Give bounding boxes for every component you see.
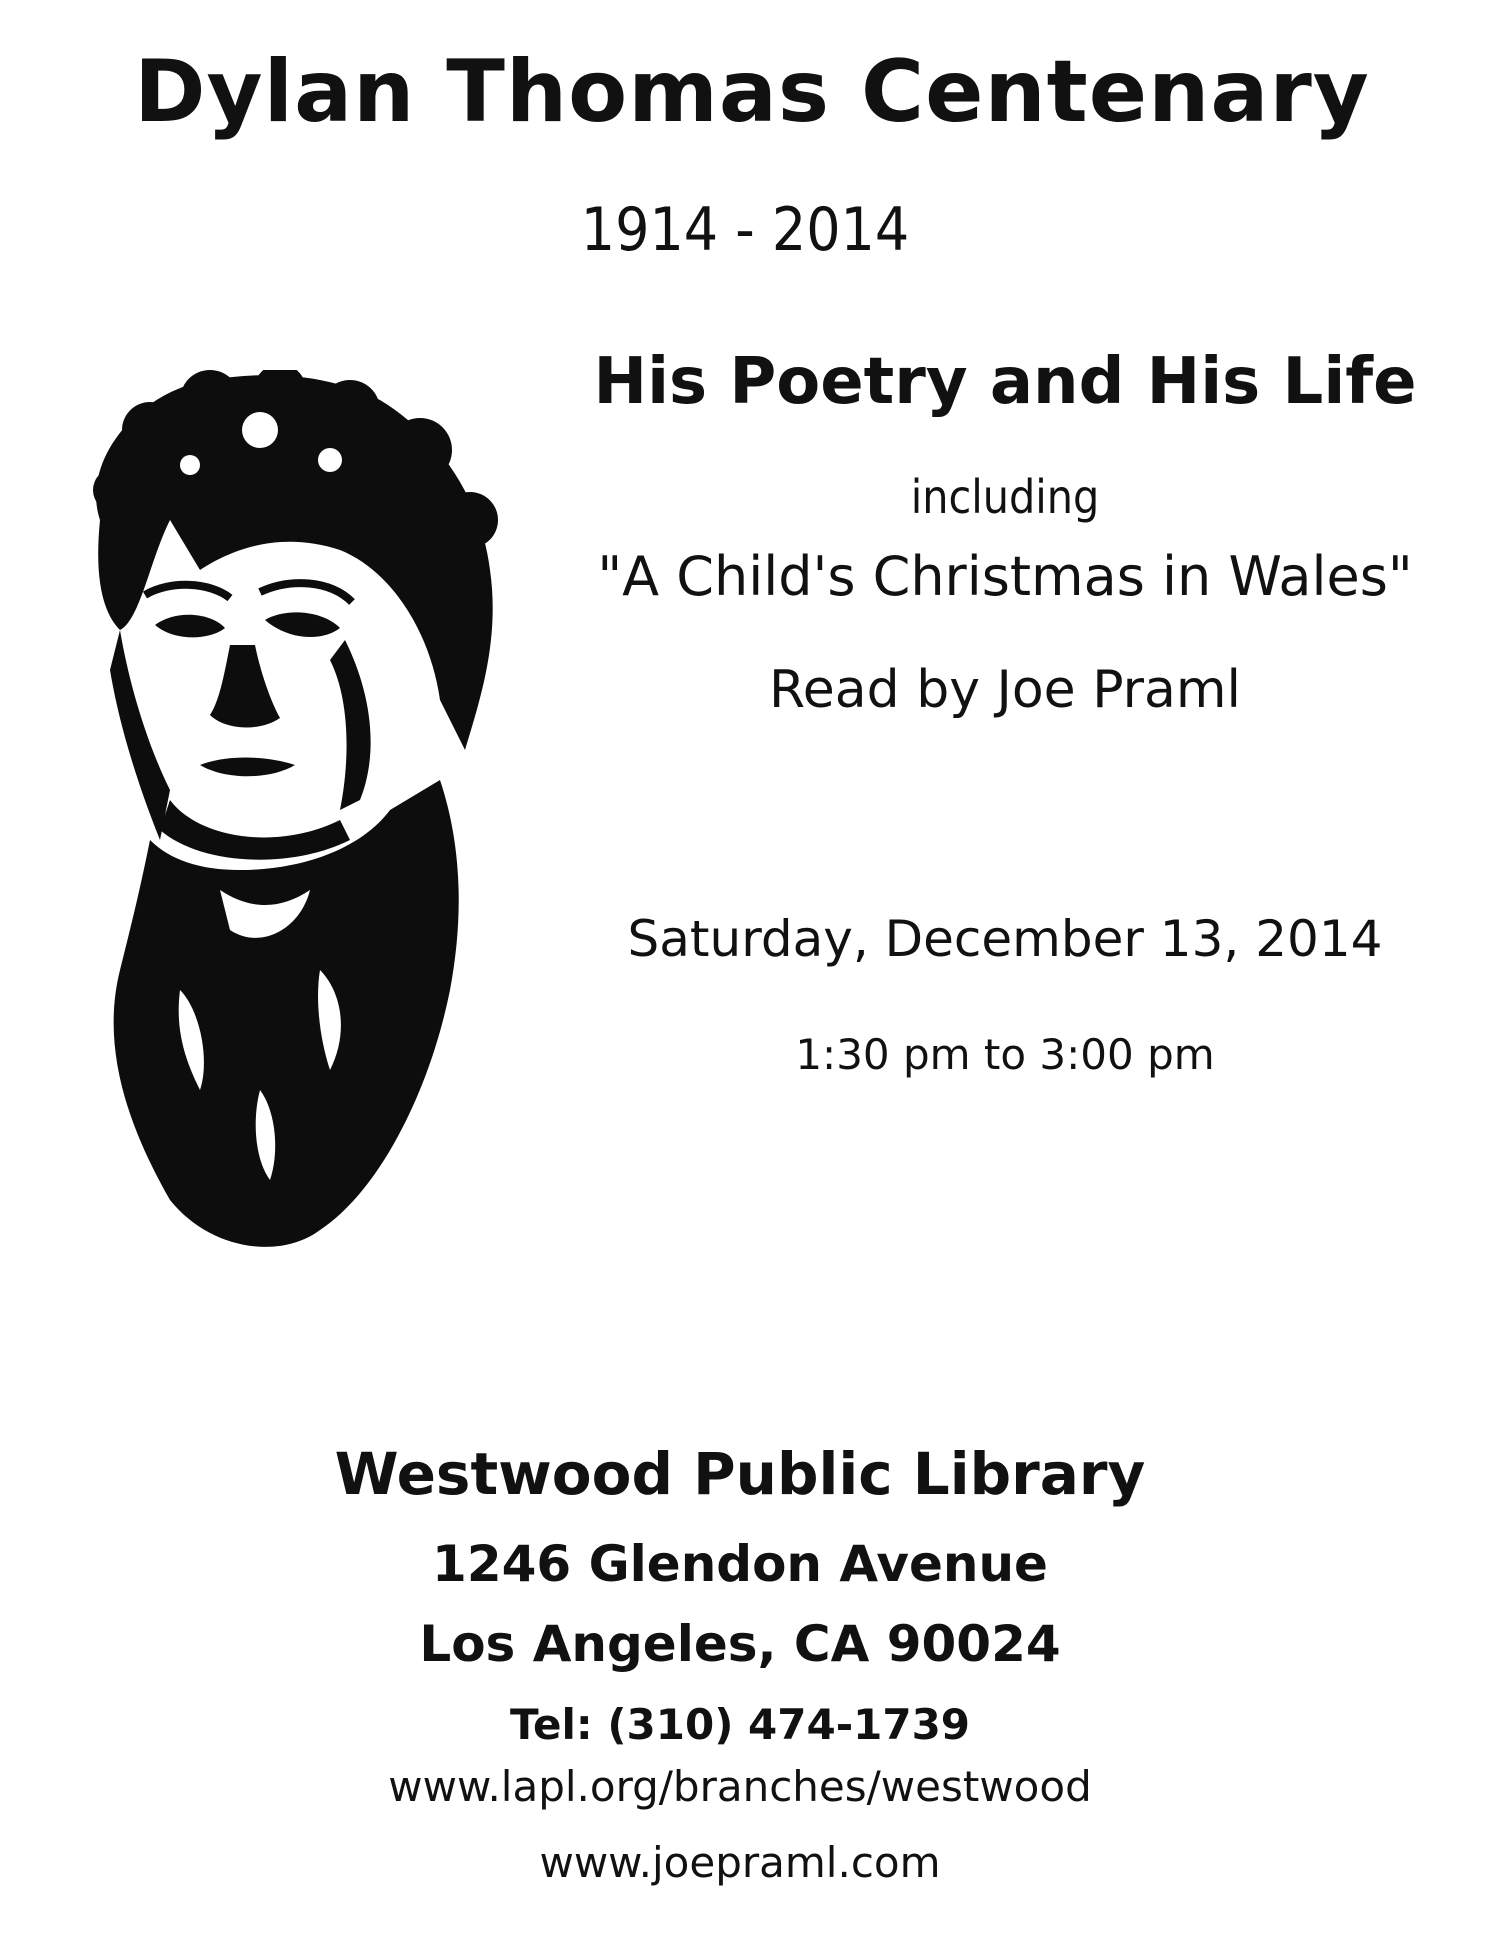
portrait-right-eye xyxy=(265,612,340,637)
event-time: 1:30 pm to 3:00 pm xyxy=(795,1030,1215,1079)
portrait-face-shadow xyxy=(110,630,170,840)
event-date: Saturday, December 13, 2014 xyxy=(627,910,1383,968)
venue-name: Westwood Public Library xyxy=(334,1440,1146,1508)
portrait-image xyxy=(60,370,520,1270)
event-subtitle: His Poetry and His Life xyxy=(593,345,1417,419)
portrait-nose xyxy=(210,645,280,727)
reader-credit: Read by Joe Praml xyxy=(769,660,1241,720)
centenary-years: 1914 - 2014 xyxy=(580,195,910,265)
venue-phone: Tel: (310) 474-1739 xyxy=(509,1700,971,1749)
including-label: including xyxy=(910,470,1100,524)
portrait-mouth xyxy=(200,758,295,777)
venue-city: Los Angeles, CA 90024 xyxy=(419,1615,1061,1673)
reader-url[interactable]: www.joepraml.com xyxy=(539,1838,941,1887)
portrait-left-eye xyxy=(155,615,225,638)
flyer-title: Dylan Thomas Centenary xyxy=(134,42,1370,142)
library-url[interactable]: www.lapl.org/branches/westwood xyxy=(388,1762,1092,1811)
featured-work: "A Child's Christmas in Wales" xyxy=(597,545,1413,608)
venue-street: 1246 Glendon Avenue xyxy=(432,1535,1048,1593)
